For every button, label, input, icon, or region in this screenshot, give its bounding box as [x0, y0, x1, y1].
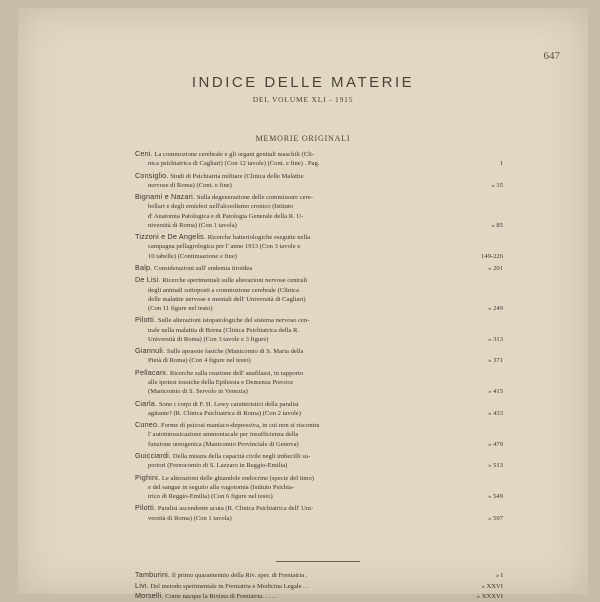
entry-text: Ricerche sulla reazione dell' anafilassi, in rapporto [169, 369, 304, 377]
index-entry [135, 232, 503, 261]
entry-page: » 597 [488, 514, 503, 522]
entry-text: alle ipotesi tossiche della Epilessia e Demenza Precoce [148, 378, 294, 386]
entry-text: Sulle alterazioni istopatologiche del sistema nervoso cen- [157, 317, 310, 325]
entry-line [135, 378, 503, 387]
entry-line [135, 409, 503, 418]
entry-text: d' Anatomia Patologica e di Patologia Generale della R. U- [148, 212, 304, 220]
entry-text: Sono i corpi di F. H. Lewy caratteristici della paralisi [158, 400, 299, 408]
entry-text: Studi di Psichiatria militare (Clinica delle Malattie [170, 172, 304, 180]
supplement-entry [135, 570, 503, 581]
entry-line [135, 570, 503, 581]
entry-page: » 201 [488, 264, 503, 272]
entry-page: 1 [499, 160, 503, 168]
entry-author: Consiglio. [135, 170, 169, 180]
entry-page: » 35 [491, 181, 503, 189]
entry-page: » 433 [488, 409, 503, 417]
entry-text: Ricerche batteriologiche eseguite nella [207, 234, 311, 242]
entry-line [135, 171, 503, 181]
volume-subtitle: DEL VOLUME XLI - 1915 [252, 95, 354, 104]
index-entry [135, 171, 503, 190]
entry-line [135, 440, 503, 449]
entry-page: » 549 [488, 492, 503, 500]
entry-line [135, 252, 503, 261]
entry-line [135, 192, 503, 202]
index-entry [135, 263, 503, 273]
entry-page: » 479 [488, 440, 503, 448]
index-entry [135, 503, 503, 522]
entry-text: (Manicomio di S. Servolo in Venezia) [148, 388, 248, 396]
entry-text: delle malattie nervose e mentali dell' Università di Cagliari) [148, 295, 306, 303]
entry-author: Ciarla. [135, 398, 158, 408]
entry-text: Del metodo sperimentale in Freniatria e Medicina Legale . . [150, 582, 309, 590]
entry-page: » XXVI [481, 582, 503, 590]
entry-author: De Lisi. [135, 275, 161, 285]
entry-line [135, 295, 503, 304]
entry-text: periori (Frenocomio di S. Lazzaro in Reggio-Emilia) [148, 462, 288, 470]
entry-author: Pellacani. [135, 367, 169, 377]
entry-page: » XXXVI [476, 593, 503, 601]
entry-line [135, 335, 503, 344]
entry-text: versità di Roma) (Con 1 tavola) [148, 514, 232, 522]
index-entry [135, 315, 503, 344]
entry-text: nervose di Roma) (Cont. e fine) [148, 181, 232, 189]
entry-line [135, 483, 503, 492]
entry-text: bellari e degli emisferi nell'alcoolismo cronico (Istituto [148, 203, 294, 211]
entry-line [135, 212, 503, 221]
entry-line [135, 326, 503, 335]
page-number: 647 [543, 50, 560, 62]
entry-line [135, 346, 503, 356]
supplement-entry [135, 581, 503, 592]
supplement-entry [135, 591, 503, 602]
entry-text: funzione ureogenica (Manicomio Provinciale di Genova) [148, 440, 299, 448]
index-entry [135, 192, 503, 230]
entry-line [135, 232, 503, 242]
entry-line [135, 275, 503, 285]
entry-line [135, 221, 503, 230]
entry-line [135, 514, 503, 523]
entry-text: trale nella malattia di Borna (Clinica Psichiatrica della R. [148, 326, 300, 334]
entry-page: » 249 [488, 304, 503, 312]
entry-text: Pietà di Roma) (Con 4 figure nel testo) [148, 357, 251, 365]
entry-text: Sulla degenerazione delle commissure cere- [196, 194, 313, 202]
entry-line [135, 461, 503, 470]
entry-line [135, 430, 503, 439]
index-entries [135, 149, 503, 525]
entry-page: » I [495, 572, 503, 579]
entry-line [135, 356, 503, 365]
entry-text: l' autointossicazione ammoniacale per insufficienza della [148, 431, 299, 439]
section-heading: MEMORIE ORIGINALI [255, 134, 351, 143]
entry-author: Morselli. [135, 591, 164, 601]
entry-line [135, 304, 503, 313]
entry-text: Forme di psicosi maniaco-depressiva, in cui non si riscontra [161, 422, 320, 430]
entry-author: Ceni. [135, 149, 153, 158]
entry-text: Università di Roma) (Con 3 tavole e 3 figure) [148, 335, 269, 343]
entry-line [135, 315, 503, 325]
entry-line [135, 181, 503, 190]
entry-page: » 313 [488, 335, 503, 343]
entry-text: 10 tabelle) (Continuazione e fine) [148, 252, 237, 260]
entry-line [135, 581, 503, 592]
entry-text: degli animali sottoposti a commozione cerebrale (Clinica [148, 286, 299, 294]
entry-page: » 85 [491, 221, 503, 229]
entry-text: trico di Reggio-Emilia) (Con 6 figure nel testo) [148, 492, 273, 500]
entry-author: Pilotti. [135, 315, 157, 325]
entry-page: » 513 [488, 462, 503, 470]
entry-text: Della misura della capacità civile negli imbecilli su- [172, 452, 311, 460]
entry-text: Il primo quarantennio della Riv. sper. di Freniatria . [171, 572, 308, 579]
entry-author: Bignami e Nazari. [135, 192, 196, 202]
section-divider [276, 561, 360, 562]
entry-text: Come nacque la Rivista di Freniatria. . . . . [165, 593, 277, 601]
entry-author: Tizzoni e De Angelis. [135, 232, 207, 242]
entry-line [135, 503, 503, 513]
entry-author: Pighini. [135, 472, 161, 482]
entry-author: Pilotti. [135, 503, 157, 513]
entry-line [135, 149, 503, 159]
index-entry [135, 473, 503, 502]
entry-line [135, 473, 503, 483]
entry-author: Tamburini. [135, 570, 171, 579]
entry-page: » 415 [488, 388, 503, 396]
index-entry [135, 275, 503, 313]
entry-page: » 371 [488, 357, 503, 365]
entry-line [135, 202, 503, 211]
index-entry [135, 451, 503, 470]
entry-text: La commozione cerebrale e gli organi genitali maschili (Cli- [154, 151, 314, 158]
entry-line [135, 387, 503, 396]
entry-author: Cuneo. [135, 420, 160, 430]
entry-line [135, 451, 503, 461]
entry-line [135, 591, 503, 602]
index-entry [135, 368, 503, 397]
entry-text: Paralisi ascendente acuta (R. Clinica Psichiatrica dell' Uni- [157, 505, 314, 513]
supplementary-entries [135, 570, 503, 602]
entry-text: nica psichiatrica di Cagliari) (Con 12 tavole) (Cont. e fine) . Pag. [148, 160, 320, 168]
entry-author: Guicciardi. [135, 450, 172, 460]
document-page [18, 8, 588, 601]
entry-text: (Con 11 figure nel testo) [148, 304, 213, 312]
entry-line [135, 286, 503, 295]
entry-line [135, 159, 503, 168]
entry-text: campagna pellagrologica per l' anno 1913 (Con 3 tavole e [148, 243, 301, 251]
entry-author: Balp. [135, 262, 153, 272]
entry-text: Le alterazioni delle ghiandole endocrine (specie del timo) [161, 474, 314, 482]
entry-line [135, 242, 503, 251]
entry-text: e del sangue in seguito alla vagotomia (Istituto Psichia- [148, 483, 295, 491]
entry-text: Considerazioni sull' endemia tiroidea [154, 264, 253, 272]
entry-author: Giannuli. [135, 346, 166, 356]
index-entry [135, 346, 503, 365]
index-entry [135, 399, 503, 418]
entry-line [135, 492, 503, 501]
entry-line [135, 420, 503, 430]
entry-line [135, 399, 503, 409]
entry-text: Ricerche sperimentali sulle alterazioni nervose centrali [162, 277, 308, 285]
entry-text: niversità di Roma) (Con 1 tavola) [148, 221, 237, 229]
page-title: INDICE DELLE MATERIE [191, 74, 415, 91]
entry-author: Livi. [135, 580, 149, 590]
entry-text: Sulle aprassie fasiche (Manicomio di S. Maria della [166, 348, 304, 356]
entry-text: agitante? (R. Clinica Psichiatrica di Roma) (Con 2 tavole) [148, 409, 301, 417]
entry-page: 149-226 [481, 252, 503, 260]
entry-line [135, 263, 503, 273]
index-entry [135, 420, 503, 449]
entry-line [135, 368, 503, 378]
index-entry [135, 149, 503, 168]
